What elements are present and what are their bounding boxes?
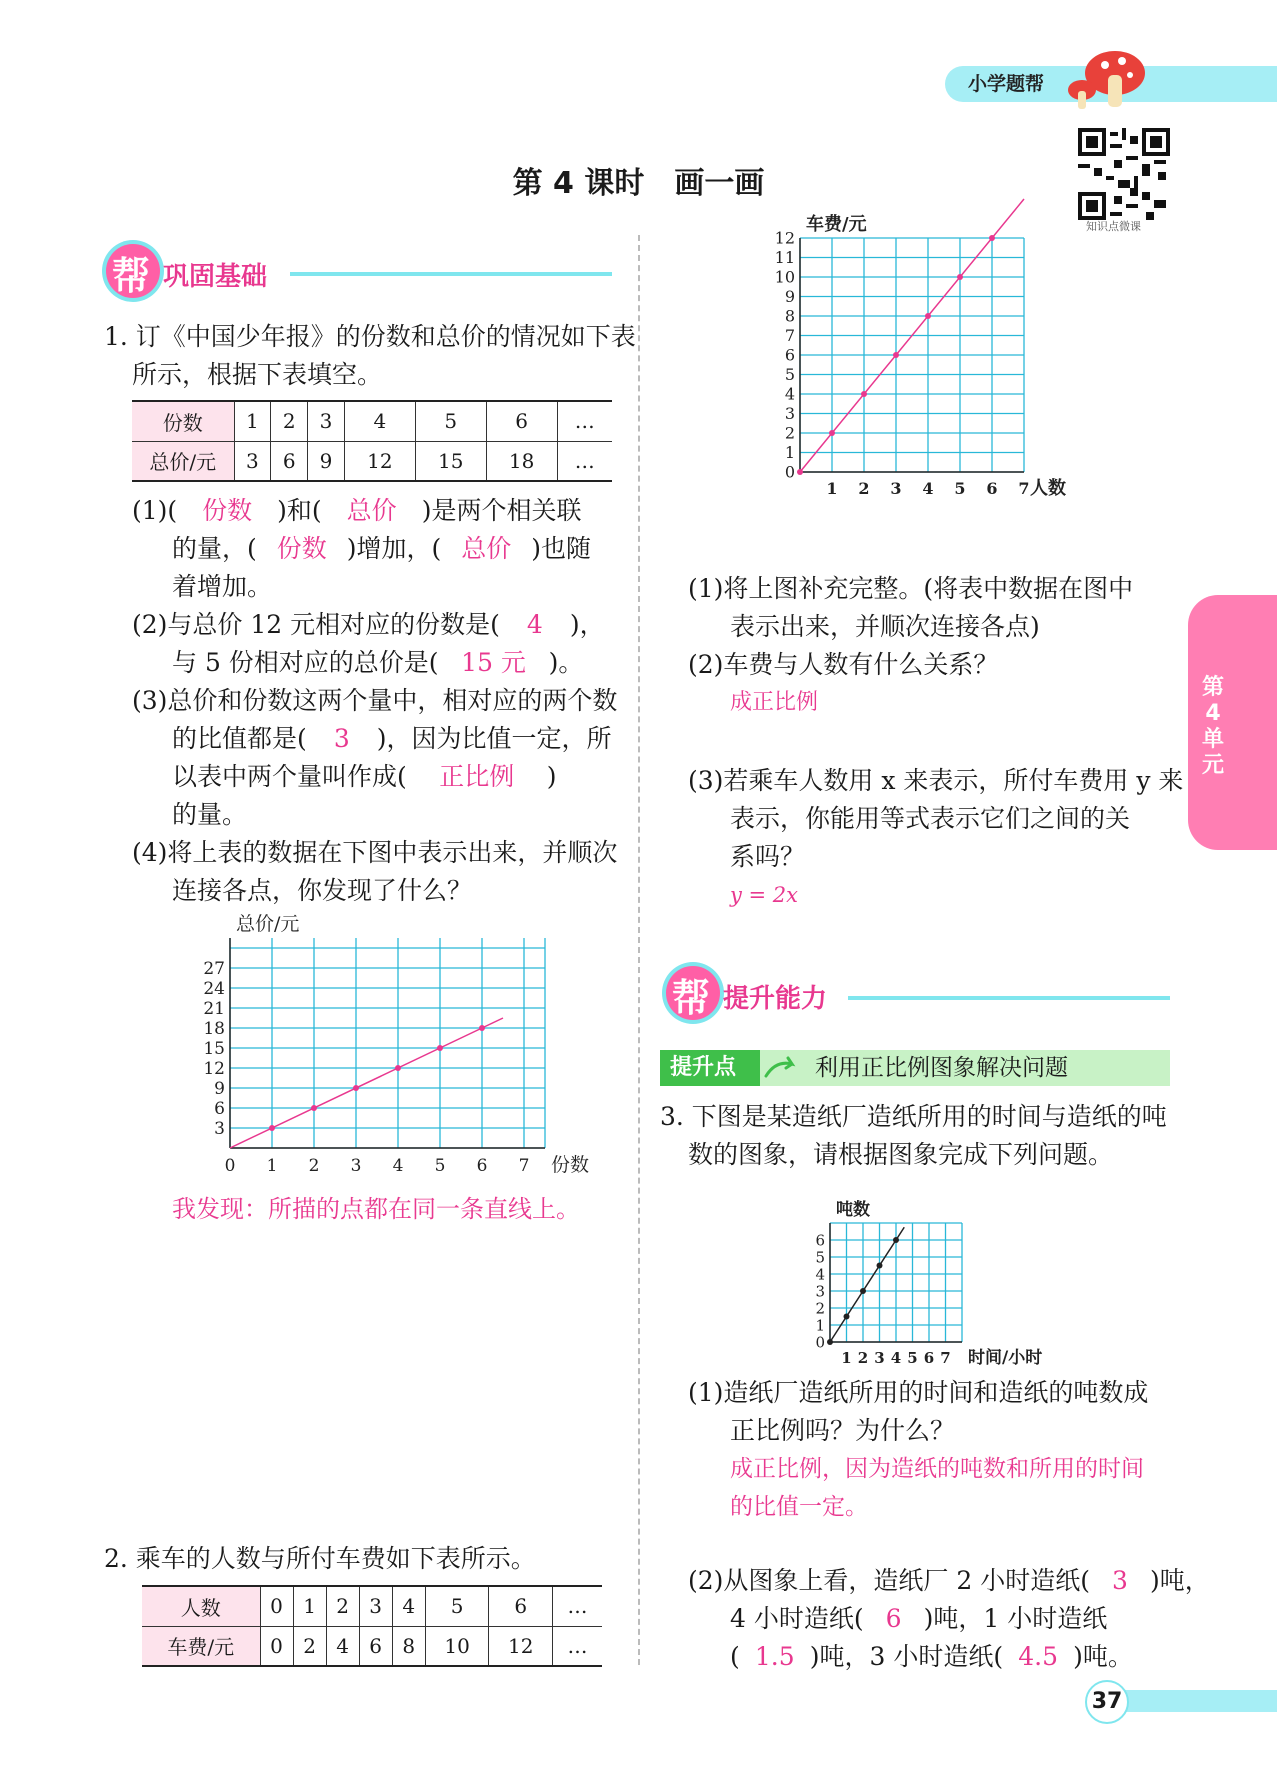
x-tick-label: 1 — [841, 1349, 852, 1367]
data-point — [311, 1105, 317, 1111]
arrow-icon — [762, 1056, 802, 1082]
x-tick-label: 7 — [518, 1156, 530, 1176]
x-axis-label: 人数 — [1030, 478, 1066, 499]
x-tick-label: 5 — [907, 1349, 918, 1367]
data-point — [353, 1085, 359, 1091]
y-tick-label: 0 — [815, 1333, 825, 1352]
text: 4 小时造纸( — [730, 1604, 864, 1633]
data-point — [989, 235, 995, 241]
chart-fare-vs-people — [760, 214, 1090, 568]
x-tick-label: 6 — [923, 1349, 935, 1367]
text: )， — [569, 610, 605, 639]
q1-p3-line2 — [172, 720, 612, 758]
x-axis-label: 份数 — [551, 1154, 590, 1176]
data-point — [437, 1045, 443, 1051]
q2-table-cell: 1 — [293, 1586, 326, 1626]
page-number: 37 — [1085, 1680, 1129, 1724]
data-point — [877, 1263, 883, 1269]
answer: 3 — [333, 724, 350, 753]
x-tick-label: 1 — [266, 1156, 278, 1176]
q1-table-cell: 2 — [271, 401, 308, 441]
q2-table-cell: … — [553, 1586, 602, 1626]
text: )增加，( — [346, 534, 442, 563]
y-tick-label: 5 — [815, 1248, 825, 1267]
text: 的量，( — [172, 534, 257, 563]
column-divider — [638, 235, 640, 1665]
y-tick-label: 6 — [784, 345, 795, 365]
unit-side-tab-label: 第4单元 — [1201, 675, 1224, 778]
section-title-advanced: 提升能力 — [723, 984, 828, 1014]
answer: 总价 — [461, 534, 512, 563]
y-tick-label: 2 — [815, 1299, 825, 1318]
data-point — [829, 430, 835, 436]
data-point — [844, 1314, 850, 1320]
q1-table-cell: 4 — [344, 401, 415, 441]
q2-p3-line3: 系吗？ — [730, 842, 806, 871]
q1-table-cell: 18 — [486, 441, 557, 481]
q3-stem-line2: 数的图象，请根据图象完成下列问题。 — [688, 1140, 1114, 1169]
q2-table-cell: 10 — [425, 1626, 489, 1666]
y-tick-label: 9 — [214, 1078, 225, 1099]
x-tick-label: 4 — [890, 1349, 902, 1367]
data-point — [797, 469, 803, 475]
q2-table-cell: 5 — [425, 1586, 489, 1626]
y-tick-label: 0 — [784, 462, 795, 482]
q2-table-head-2: 车费/元 — [142, 1626, 260, 1666]
y-tick-label: 1 — [815, 1316, 825, 1335]
y-axis-label: 总价/元 — [236, 913, 300, 935]
data-point — [827, 1339, 833, 1345]
q3-p2-line3 — [730, 1638, 1133, 1676]
q2-stem: 2. 乘车的人数与所付车费如下表所示。 — [104, 1544, 536, 1573]
x-tick-label: 2 — [857, 1349, 869, 1367]
x-tick-label: 3 — [890, 479, 902, 498]
x-tick-label: 4 — [922, 479, 934, 498]
q1-p3-line4: 的量。 — [172, 800, 248, 829]
y-tick-label: 4 — [815, 1265, 825, 1284]
y-tick-label: 8 — [784, 306, 795, 326]
q1-finding: 我发现：所描的点都在同一条直线上。 — [172, 1195, 580, 1223]
y-tick-label: 3 — [214, 1118, 225, 1139]
text: )。 — [548, 648, 584, 677]
x-axis-label: 时间/小时 — [968, 1348, 1043, 1368]
q2-table-cell: 6 — [489, 1586, 553, 1626]
data-point — [893, 1237, 899, 1243]
q3-stem-line1: 3. 下图是某造纸厂造纸所用的时间与造纸的吨 — [660, 1102, 1167, 1131]
q1-table-head-1: 份数 — [132, 401, 234, 441]
text: 以表中两个量叫作成( — [172, 762, 407, 791]
x-tick-label: 0 — [224, 1156, 236, 1176]
y-tick-label: 6 — [214, 1098, 225, 1119]
y-tick-label: 7 — [784, 326, 795, 346]
text: (2)从图象上看，造纸厂 2 小时造纸( — [688, 1566, 1090, 1595]
q1-p2-line1 — [132, 606, 605, 644]
answer: 15 元 — [461, 648, 526, 677]
x-tick-label: 7 — [940, 1349, 951, 1367]
q2-p3-answer: y = 2x — [730, 883, 799, 907]
text: )是两个相关联 — [421, 496, 582, 525]
q2-table-cell: 6 — [359, 1626, 392, 1666]
y-tick-label: 27 — [203, 958, 225, 979]
text: ( — [730, 1642, 740, 1671]
y-tick-label: 3 — [815, 1282, 825, 1301]
q3-p2-line2 — [730, 1600, 1107, 1638]
y-tick-label: 6 — [815, 1231, 825, 1250]
text: (1)( — [132, 496, 178, 525]
x-tick-label: 6 — [986, 479, 998, 498]
q3-p1-answer-line1: 成正比例，因为造纸的吨数和所用的时间 — [730, 1456, 1144, 1482]
answer: 份数 — [276, 534, 327, 563]
q3-p1-answer-line2: 的比值一定。 — [730, 1494, 868, 1520]
answer: 份数 — [202, 496, 253, 525]
y-tick-label: 24 — [203, 978, 225, 999]
footer-band — [1110, 1690, 1277, 1712]
y-tick-label: 10 — [774, 267, 795, 287]
data-point — [269, 1125, 275, 1131]
x-tick-label: 4 — [392, 1156, 404, 1176]
q3-p1-line1: (1)造纸厂造纸所用的时间和造纸的吨数成 — [688, 1378, 1149, 1407]
q2-table — [142, 1585, 602, 1667]
text: (2)与总价 12 元相对应的份数是( — [132, 610, 500, 639]
answer: 6 — [885, 1604, 902, 1633]
q2-p3-line2: 表示，你能用等式表示它们之间的关 — [730, 804, 1131, 833]
q1-table-cell: 12 — [344, 441, 415, 481]
q1-table-cell: 3 — [308, 401, 345, 441]
x-tick-label: 3 — [350, 1156, 362, 1176]
tip-text: 利用正比例图象解决问题 — [815, 1055, 1068, 1081]
answer: 正比例 — [439, 762, 515, 791]
section-title-basics: 巩固基础 — [163, 262, 268, 292]
q1-p3-line1: (3)总价和份数这两个量中，相对应的两个数 — [132, 686, 618, 715]
q1-stem-line2: 所示，根据下表填空。 — [132, 360, 383, 389]
text: )吨。 — [1073, 1642, 1133, 1671]
y-tick-label: 2 — [784, 423, 795, 443]
y-tick-label: 12 — [203, 1058, 225, 1079]
brand-label: 小学题帮 — [968, 73, 1045, 95]
section-rule — [290, 272, 612, 276]
q2-p2-answer: 成正比例 — [730, 690, 819, 715]
q1-table-cell: … — [557, 401, 612, 441]
text: )也随 — [531, 534, 592, 563]
x-tick-label: 2 — [308, 1156, 320, 1176]
q1-p1-line1 — [132, 492, 581, 530]
text: )吨， — [1149, 1566, 1210, 1595]
q1-table-cell: 6 — [271, 441, 308, 481]
text: )吨，1 小时造纸 — [923, 1604, 1108, 1633]
page-title: 第 4 课时 画一画 — [512, 166, 765, 201]
text: ) — [546, 762, 557, 791]
text: 与 5 份相对应的总价是( — [172, 648, 439, 677]
answer: 4 — [526, 610, 543, 639]
data-point — [479, 1025, 485, 1031]
q1-table-cell: 6 — [486, 401, 557, 441]
data-point — [861, 391, 867, 397]
y-tick-label: 18 — [203, 1018, 225, 1039]
text: 的比值都是( — [172, 724, 307, 753]
q1-p1-line2 — [172, 530, 591, 568]
text: )，因为比值一定，所 — [376, 724, 612, 753]
q1-p1-line3: 着增加。 — [172, 572, 273, 601]
q1-table-cell: 1 — [234, 401, 271, 441]
section-badge-char: 帮 — [672, 976, 711, 1020]
mushroom-icon — [1060, 45, 1150, 115]
q1-p2-line2 — [172, 644, 583, 682]
q3-p2-line1 — [688, 1562, 1210, 1600]
q2-table-cell: 4 — [392, 1586, 425, 1626]
data-point — [925, 313, 931, 319]
answer: 总价 — [346, 496, 397, 525]
q2-p1-line2: 表示出来，并顺次连接各点) — [730, 612, 1040, 641]
q1-p4-line1: (4)将上表的数据在下图中表示出来，并顺次 — [132, 838, 618, 867]
y-tick-label: 1 — [784, 443, 795, 463]
y-tick-label: 11 — [774, 248, 795, 268]
q1-table-cell: … — [557, 441, 612, 481]
y-tick-label: 9 — [784, 287, 795, 307]
qr-caption: 知识点微课 — [1086, 220, 1141, 233]
text: )和( — [277, 496, 322, 525]
x-tick-label: 2 — [858, 479, 870, 498]
qr-code-icon[interactable] — [1078, 128, 1170, 220]
section-badge-char: 帮 — [112, 254, 151, 298]
q2-table-cell: 3 — [359, 1586, 392, 1626]
y-tick-label: 3 — [784, 404, 795, 424]
x-tick-label: 5 — [434, 1156, 446, 1176]
data-point — [893, 352, 899, 358]
q2-table-cell: 0 — [260, 1626, 293, 1666]
x-tick-label: 3 — [874, 1349, 885, 1367]
y-axis-label: 吨数 — [836, 1200, 870, 1220]
q2-table-head-1: 人数 — [142, 1586, 260, 1626]
x-tick-label: 7 — [1018, 479, 1030, 498]
data-point — [395, 1065, 401, 1071]
answer: 3 — [1112, 1566, 1128, 1595]
x-tick-label: 6 — [476, 1156, 488, 1176]
q2-table-cell: 8 — [392, 1626, 425, 1666]
q2-p3-line1: (3)若乘车人数用 x 来表示，所付车费用 y 来 — [688, 766, 1184, 795]
q1-table-cell: 9 — [308, 441, 345, 481]
q2-table-cell: 12 — [489, 1626, 553, 1666]
q1-p4-line2: 连接各点，你发现了什么？ — [172, 876, 473, 905]
q2-table-cell: 2 — [293, 1626, 326, 1666]
chart-tons-vs-hours — [800, 1172, 1090, 1372]
y-tick-label: 5 — [784, 365, 795, 385]
data-point — [957, 274, 963, 280]
text: )吨，3 小时造纸( — [809, 1642, 1004, 1671]
q2-p2-line1: (2)车费与人数有什么关系？ — [688, 650, 999, 679]
q1-table — [132, 400, 612, 482]
chart-price-vs-copies — [180, 913, 600, 1178]
q1-stem-line1: 1. 订《中国少年报》的份数和总价的情况如下表 — [104, 322, 636, 351]
answer: 4.5 — [1018, 1642, 1059, 1671]
answer: 1.5 — [754, 1642, 795, 1671]
y-axis-label: 车费/元 — [806, 214, 867, 235]
x-tick-label: 5 — [954, 479, 966, 498]
y-tick-label: 15 — [203, 1038, 225, 1059]
q2-table-cell: 0 — [260, 1586, 293, 1626]
x-tick-label: 1 — [826, 479, 838, 498]
q2-table-cell: 2 — [326, 1586, 359, 1626]
y-tick-label: 4 — [784, 384, 795, 404]
q2-p1-line1: (1)将上图补充完整。(将表中数据在图中 — [688, 574, 1134, 603]
tip-tag: 提升点 — [660, 1050, 760, 1086]
y-tick-label: 21 — [203, 998, 225, 1019]
section-rule — [848, 996, 1170, 1000]
q3-p1-line2: 正比例吗？为什么？ — [730, 1416, 956, 1445]
q1-table-cell: 3 — [234, 441, 271, 481]
q1-table-head-2: 总价/元 — [132, 441, 234, 481]
q2-table-cell: … — [553, 1626, 602, 1666]
q1-table-cell: 5 — [415, 401, 486, 441]
q2-table-cell: 4 — [326, 1626, 359, 1666]
q1-p3-line3 — [172, 758, 557, 796]
data-point — [860, 1288, 866, 1294]
y-tick-label: 12 — [774, 228, 795, 248]
q1-table-cell: 15 — [415, 441, 486, 481]
